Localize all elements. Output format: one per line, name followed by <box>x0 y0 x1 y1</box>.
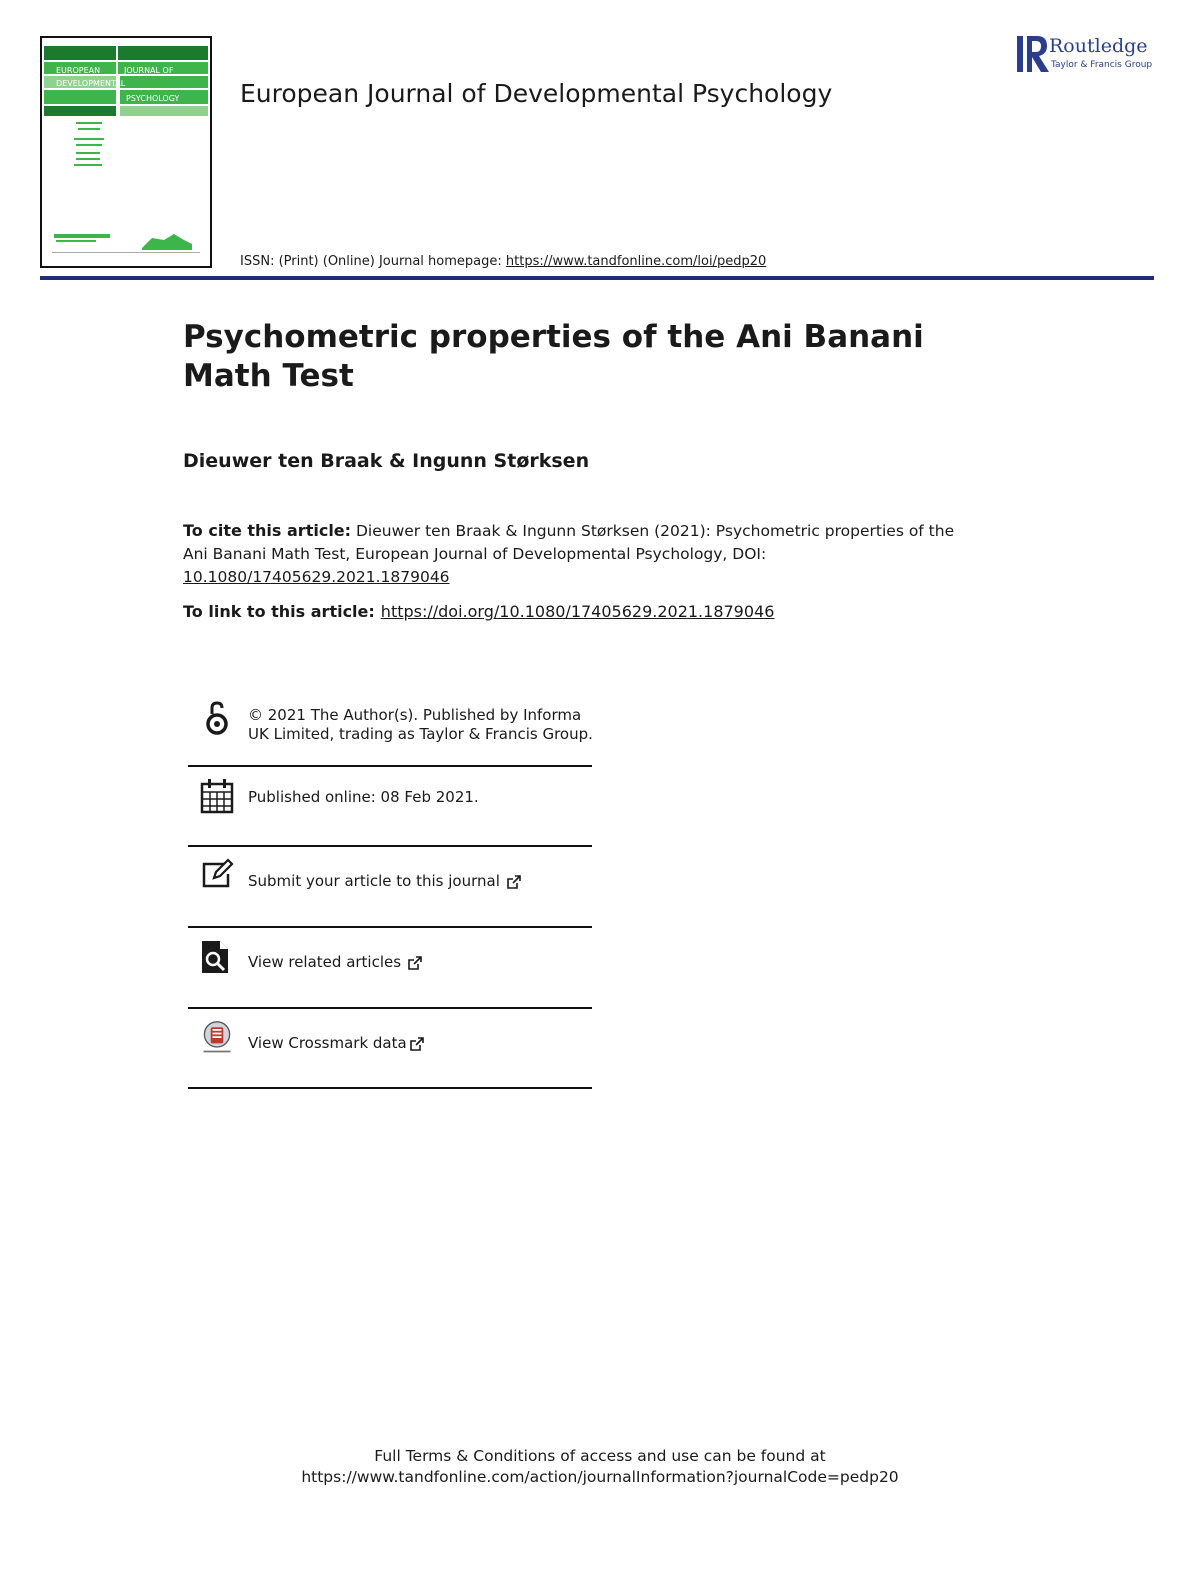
crossmark-label: View Crossmark data <box>248 1034 407 1052</box>
external-link-icon <box>506 874 522 890</box>
info-divider <box>188 1007 592 1009</box>
external-link-icon <box>407 955 423 971</box>
citation-block <box>183 519 963 589</box>
open-access-icon <box>200 700 234 736</box>
cover-title-1: EUROPEAN <box>56 66 101 75</box>
crossmark-icon <box>200 1020 234 1056</box>
info-divider <box>188 926 592 928</box>
link-label: To link to this article: <box>183 602 375 621</box>
open-access-text: © 2021 The Author(s). Published by Informa UK Limited, trading as Taylor & Francis Group. <box>248 706 593 743</box>
publisher-name: Routledge <box>1049 35 1148 57</box>
footer-terms-link[interactable]: https://www.tandfonline.com/action/journalInformation?journalCode=pedp20 <box>301 1468 899 1486</box>
journal-title: European Journal of Developmental Psychology <box>240 79 833 108</box>
crossmark-link[interactable] <box>248 1034 598 1053</box>
article-authors: Dieuwer ten Braak & Ingunn Størksen <box>183 450 590 472</box>
cover-title-1b: JOURNAL OF <box>124 66 174 75</box>
publisher-group: Taylor & Francis Group <box>1051 60 1153 70</box>
article-doi-link[interactable]: https://doi.org/10.1080/17405629.2021.1879046 <box>380 602 775 621</box>
crossmark-row[interactable] <box>188 1018 592 1084</box>
footer <box>0 1446 1200 1488</box>
open-access-row <box>188 698 592 764</box>
cite-doi-link[interactable]: 10.1080/17405629.2021.1879046 <box>183 568 450 586</box>
info-divider <box>188 765 592 767</box>
published-date: Published online: 08 Feb 2021. <box>248 788 479 806</box>
article-link-block <box>183 602 774 621</box>
cite-text: Dieuwer ten Braak & Ingunn Størksen (2021): Psychometric properties of the Ani Banani Math Test, European Journal of Developmental Psychology, DOI: <box>183 522 955 563</box>
submit-article-link[interactable] <box>248 872 598 891</box>
issn-prefix: ISSN: (Print) (Online) Journal homepage: <box>240 254 506 269</box>
external-link-icon <box>409 1036 425 1052</box>
journal-cover-image <box>40 36 212 268</box>
related-articles-icon <box>200 939 234 975</box>
issn-line <box>240 254 766 269</box>
submit-article-label: Submit your article to this journal <box>248 872 500 890</box>
footer-terms-text: Full Terms & Conditions of access and use can be found at <box>374 1447 826 1465</box>
journal-homepage-link[interactable]: https://www.tandfonline.com/loi/pedp20 <box>505 254 767 269</box>
edit-icon <box>200 856 234 892</box>
related-row[interactable] <box>188 937 592 1003</box>
cover-artwork <box>42 38 210 266</box>
header-divider <box>40 276 1154 280</box>
submit-row[interactable] <box>188 856 592 922</box>
related-articles-label: View related articles <box>248 953 402 971</box>
published-row <box>188 776 592 842</box>
info-divider <box>188 1087 592 1089</box>
article-title: Psychometric properties of the Ani Banani Math Test <box>183 319 924 394</box>
calendar-icon <box>200 778 234 814</box>
cover-title-3: PSYCHOLOGY <box>126 94 180 103</box>
cite-label: To cite this article: <box>183 521 352 540</box>
info-divider <box>188 845 592 847</box>
related-articles-link[interactable] <box>248 953 598 972</box>
cover-title-2: DEVELOPMENTAL <box>56 79 126 88</box>
